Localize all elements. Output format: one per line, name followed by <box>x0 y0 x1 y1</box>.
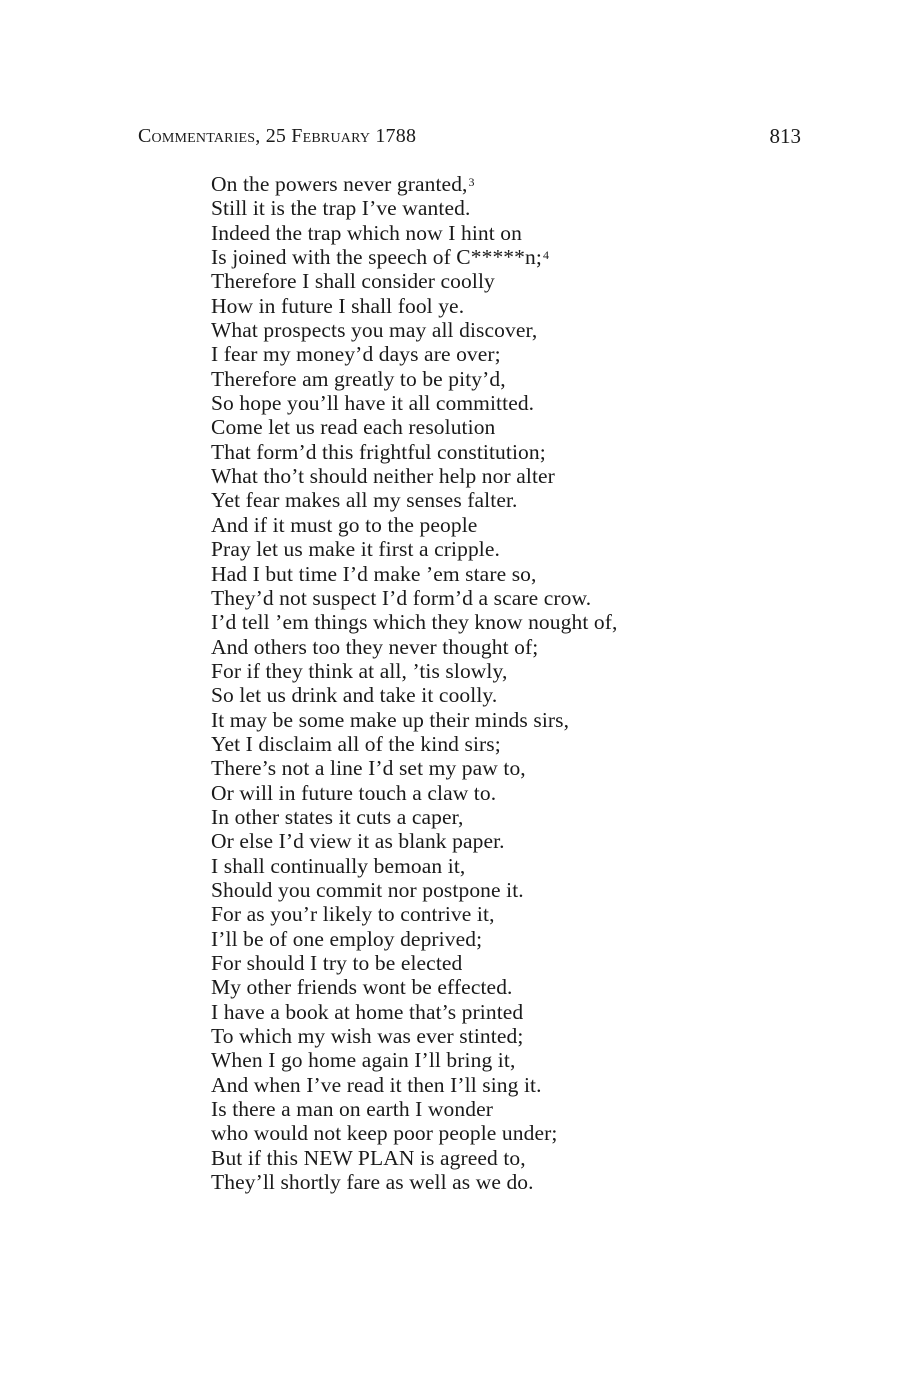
poem-line <box>211 440 617 464</box>
poem-line-text: Yet I disclaim all of the kind sirs; <box>211 731 501 756</box>
poem-line <box>211 1170 617 1194</box>
poem-line-text: And when I’ve read it then I’ll sing it. <box>211 1072 542 1097</box>
poem-line <box>211 342 617 366</box>
running-head <box>138 124 416 148</box>
poem-line-text: So let us drink and take it coolly. <box>211 683 498 708</box>
poem-line <box>211 318 617 342</box>
poem-line <box>211 415 617 439</box>
poem-line-text: There’s not a line I’d set my paw to, <box>211 756 526 781</box>
poem-line-text: When I go home again I’ll bring it, <box>211 1048 516 1073</box>
poem-line <box>211 878 617 902</box>
poem-line-text: What prospects you may all discover, <box>211 318 538 343</box>
poem-line-text: In other states it cuts a caper, <box>211 804 464 829</box>
poem-line <box>211 221 617 245</box>
poem-line-text: Indeed the trap which now I hint on <box>211 220 522 245</box>
poem-line <box>211 829 617 853</box>
poem-line-text: How in future I shall fool ye. <box>211 293 465 318</box>
poem-line-text: My other friends wont be effected. <box>211 975 513 1000</box>
poem-line <box>211 586 617 610</box>
poem-line-text: On the powers never granted, <box>211 172 468 196</box>
poem-line-text: I fear my money’d days are over; <box>211 342 501 367</box>
poem-line <box>211 196 617 220</box>
poem-line-text: For as you’r likely to contrive it, <box>211 902 495 927</box>
poem-line-text: I’ll be of one employ deprived; <box>211 926 483 951</box>
footnote-marker: 4 <box>542 248 550 263</box>
poem-line <box>211 464 617 488</box>
poem-line <box>211 659 617 683</box>
poem-line <box>211 1097 617 1121</box>
poem-line-text: For if they think at all, ’tis slowly, <box>211 658 508 683</box>
poem-line <box>211 1024 617 1048</box>
poem-line <box>211 245 617 269</box>
poem-line-text: I’d tell ’em things which they know nought of, <box>211 610 618 635</box>
poem-line <box>211 805 617 829</box>
poem-line <box>211 391 617 415</box>
poem-line <box>211 1121 617 1145</box>
running-head-date-sep: , 25 <box>255 125 292 147</box>
poem-body <box>211 172 617 1194</box>
poem-line-text: Is there a man on earth I wonder <box>211 1097 493 1122</box>
poem-line-text: Is joined with the speech of C*****n; <box>211 245 542 270</box>
poem-line-text: To which my wish was ever stinted; <box>211 1024 524 1049</box>
poem-line-text: I have a book at home that’s printed <box>211 999 524 1024</box>
poem-line <box>211 172 617 196</box>
poem-line-text: Should you commit nor postpone it. <box>211 877 524 902</box>
poem-line <box>211 708 617 732</box>
poem-line-text: Therefore am greatly to be pity’d, <box>211 366 506 391</box>
poem-line <box>211 951 617 975</box>
poem-line-text: Or will in future touch a claw to. <box>211 780 497 805</box>
poem-line <box>211 367 617 391</box>
poem-line-text: Still it is the trap I’ve wanted. <box>211 196 471 221</box>
poem-line-text: That form’d this frightful constitution; <box>211 439 546 464</box>
running-head-title: Commentaries <box>138 125 256 147</box>
poem-line <box>211 975 617 999</box>
poem-line-text: who would not keep poor people under; <box>211 1121 558 1146</box>
poem-line-text: Therefore I shall consider coolly <box>211 269 495 294</box>
poem-line-text: Yet fear makes all my senses falter. <box>211 488 518 513</box>
poem-line-text: So hope you’ll have it all committed. <box>211 391 535 416</box>
poem-line-text: For should I try to be elected <box>211 951 463 975</box>
poem-line-text: I shall continually bemoan it, <box>211 853 466 878</box>
page-number: 813 <box>769 124 801 148</box>
poem-line <box>211 781 617 805</box>
poem-line <box>211 1000 617 1024</box>
poem-line <box>211 537 617 561</box>
poem-line <box>211 488 617 512</box>
poem-line <box>211 1146 617 1170</box>
poem-line <box>211 756 617 780</box>
poem-line-text: Had I but time I’d make ’em stare so, <box>211 561 537 586</box>
running-head-month: February <box>291 125 371 147</box>
poem-line <box>211 610 617 634</box>
poem-line-text: And if it must go to the people <box>211 512 478 537</box>
poem-line <box>211 269 617 293</box>
poem-line <box>211 854 617 878</box>
poem-line <box>211 562 617 586</box>
poem-line <box>211 513 617 537</box>
poem-line-text: And others too they never thought of; <box>211 634 539 659</box>
poem-line-text: Come let us read each resolution <box>211 415 496 440</box>
poem-line <box>211 902 617 926</box>
poem-line <box>211 1073 617 1097</box>
poem-line-text: They’d not suspect I’d form’d a scare crow. <box>211 585 592 610</box>
poem-line-text: Or else I’d view it as blank paper. <box>211 829 505 854</box>
poem-line <box>211 927 617 951</box>
poem-line <box>211 683 617 707</box>
poem-line-text: They’ll shortly fare as well as we do. <box>211 1170 534 1195</box>
footnote-marker: 3 <box>468 175 475 189</box>
poem-line <box>211 635 617 659</box>
poem-line-text: But if this NEW PLAN is agreed to, <box>211 1145 526 1170</box>
poem-line <box>211 294 617 318</box>
poem-line-text: What tho’t should neither help nor alter <box>211 464 555 489</box>
running-head-year: 1788 <box>370 125 417 147</box>
poem-line-text: Pray let us make it first a cripple. <box>211 537 500 562</box>
poem-line-text: It may be some make up their minds sirs, <box>211 707 570 732</box>
poem-line <box>211 732 617 756</box>
poem-line <box>211 1048 617 1072</box>
